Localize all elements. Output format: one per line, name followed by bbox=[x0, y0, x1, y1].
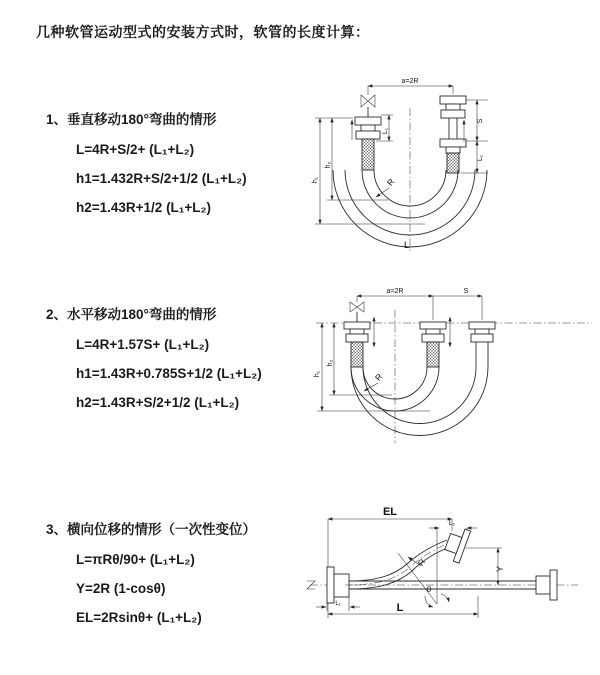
formula-l: L=4R+1.57S+ (L₁+L₂) bbox=[76, 337, 210, 352]
dim-label-s: S bbox=[477, 118, 484, 124]
dim-label-l: L bbox=[404, 240, 410, 251]
formula-h1: h1=1.432R+S/2+1/2 (L₁+L₂) bbox=[76, 171, 247, 186]
formula-h1: h1=1.43R+0.785S+1/2 (L₁+L₂) bbox=[76, 366, 262, 381]
angle-label-theta: θ bbox=[426, 585, 432, 594]
section-2-heading: 2、水平移动180°弯曲的情形 bbox=[46, 307, 217, 322]
dim-label-h2: h₂ bbox=[325, 161, 332, 169]
dim-label-l1-right: L₁ bbox=[477, 154, 484, 162]
dim-label-h2: h₂ bbox=[327, 359, 334, 367]
dim-label-l: L bbox=[396, 602, 404, 614]
formula-h2: h2=1.43R+1/2 (L₁+L₂) bbox=[76, 200, 212, 215]
dim-label-h1: h₁ bbox=[314, 370, 321, 378]
valve-icon bbox=[350, 302, 364, 312]
dim-label-s: S bbox=[463, 288, 469, 295]
formula-y: Y=2R (1-cosθ) bbox=[76, 581, 166, 596]
dim-label-a2r: a=2R bbox=[386, 288, 404, 295]
dim-label-y: Y bbox=[495, 565, 505, 573]
dim-label-r: R bbox=[384, 176, 397, 188]
page-title: 几种软管运动型式的安装方式时，软管的长度计算： bbox=[36, 24, 370, 40]
formula-l: L=4R+S/2+ (L₁+L₂) bbox=[76, 142, 195, 157]
tilted-flange bbox=[442, 525, 471, 563]
dim-label-l1-left: L₁ bbox=[335, 601, 341, 607]
dim-label-l1-top: L₁ bbox=[448, 520, 456, 527]
dim-label-h1: h₁ bbox=[312, 176, 319, 184]
dim-label-r: R bbox=[415, 556, 428, 568]
flange-plate bbox=[550, 570, 557, 600]
braided-hose bbox=[447, 153, 459, 173]
section-1-heading: 1、垂直移动180°弯曲的情形 bbox=[46, 112, 217, 127]
diagram-horizontal-180 bbox=[314, 288, 592, 443]
dim-label-a2r: a=2R bbox=[401, 78, 419, 85]
formula-el: EL=2Rsinθ+ (L₁+L₂) bbox=[76, 610, 202, 625]
dim-label-el: EL bbox=[382, 506, 398, 518]
dim-label-r: R bbox=[372, 371, 385, 383]
diagram-vertical-180 bbox=[312, 78, 488, 253]
valve-icon bbox=[361, 95, 375, 107]
section-3-heading: 3、横向位移的情形（一次性变位） bbox=[46, 522, 257, 537]
braided-hose bbox=[427, 342, 439, 367]
flange-plate bbox=[355, 117, 381, 125]
braided-hose bbox=[351, 342, 363, 367]
flange-stack bbox=[344, 322, 495, 342]
dim-label-l1-left: L₁ bbox=[382, 127, 389, 135]
braided-hose bbox=[362, 139, 374, 170]
formula-h2: h2=1.43R+S/2+1/2 (L₁+L₂) bbox=[76, 395, 240, 410]
flange-plate bbox=[327, 567, 334, 603]
diagram-lateral-displacement bbox=[307, 506, 578, 618]
formula-l: L=πRθ/90+ (L₁+L₂) bbox=[76, 552, 195, 567]
